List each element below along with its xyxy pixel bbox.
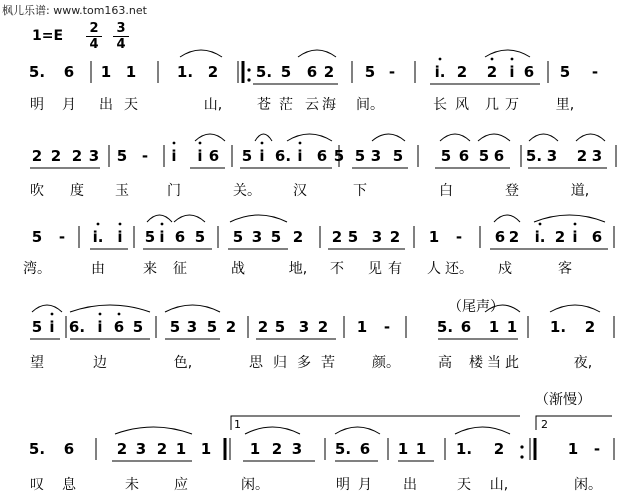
- slur: [485, 50, 530, 57]
- note: 2: [50, 147, 62, 165]
- lyric: 人: [427, 261, 441, 277]
- note: 5: [347, 228, 359, 246]
- note: 2: [116, 440, 128, 458]
- lyric: 闲。: [574, 477, 602, 493]
- note: 2: [156, 440, 168, 458]
- high-octave-dot: [161, 223, 164, 226]
- lyric: 见: [368, 261, 382, 277]
- note: 6: [306, 63, 318, 81]
- lyric: 天: [457, 477, 471, 493]
- note: 5: [333, 147, 345, 165]
- lyric: 息: [62, 477, 76, 493]
- note: 5: [132, 318, 144, 336]
- note: 3: [88, 147, 100, 165]
- lyric: 月: [62, 97, 76, 113]
- note: 5: [354, 147, 366, 165]
- note: i.: [434, 63, 446, 81]
- note: 5.: [525, 147, 543, 165]
- note: 3: [371, 228, 383, 246]
- note: 5: [280, 63, 292, 81]
- note: 6: [523, 63, 535, 81]
- note: i: [297, 147, 303, 165]
- repeat-dot: [520, 455, 523, 458]
- note: 2: [31, 147, 43, 165]
- high-octave-dot: [51, 313, 54, 316]
- note: -: [455, 228, 463, 246]
- lyric: 客: [558, 261, 572, 277]
- repeat-dot: [520, 445, 523, 448]
- note: -: [383, 318, 391, 336]
- note: -: [58, 228, 66, 246]
- note: 6: [316, 147, 328, 165]
- lyric: 边: [93, 355, 107, 371]
- high-octave-dot: [118, 313, 121, 316]
- note: 1: [100, 63, 112, 81]
- lyric: 汉: [293, 183, 307, 199]
- high-octave-dot: [261, 142, 264, 145]
- note: 2: [456, 63, 468, 81]
- lyric: 山,: [203, 97, 223, 113]
- lyric: 不: [330, 261, 344, 277]
- slur: [32, 305, 62, 312]
- lyric: 多: [297, 355, 311, 371]
- note: 5: [241, 147, 253, 165]
- note: 2: [584, 318, 596, 336]
- note: 5: [31, 318, 43, 336]
- lyric: 万: [505, 97, 519, 113]
- note: 2: [271, 440, 283, 458]
- note: 5.: [28, 63, 46, 81]
- note: 3: [546, 147, 558, 165]
- note: 6: [591, 228, 603, 246]
- lyric: 度: [70, 183, 84, 199]
- note: 6: [494, 228, 506, 246]
- note: 2: [389, 228, 401, 246]
- high-octave-dot: [173, 142, 176, 145]
- note: 1: [488, 318, 500, 336]
- note: 2: [554, 228, 566, 246]
- lyric: 出: [403, 477, 417, 493]
- note: 6: [63, 63, 75, 81]
- note: 6: [174, 228, 186, 246]
- lyric: 月: [358, 477, 372, 493]
- slur: [165, 305, 220, 312]
- lyric: 云: [305, 97, 319, 113]
- lyric: 由: [91, 261, 105, 277]
- note: 5: [274, 318, 286, 336]
- lyric: 玉: [115, 183, 129, 199]
- note: 1.: [176, 63, 194, 81]
- slur: [298, 50, 336, 57]
- volta-1: [231, 416, 520, 430]
- note: i: [159, 228, 165, 246]
- lyric: 关。: [233, 183, 261, 199]
- lyric: 思: [249, 355, 263, 371]
- note: 6: [460, 318, 472, 336]
- slur: [485, 305, 520, 312]
- note: i: [509, 63, 515, 81]
- time-bottom: 4: [89, 37, 99, 52]
- lyric: 还。: [445, 261, 473, 277]
- lyric: 道,: [570, 183, 590, 199]
- note: 3: [291, 440, 303, 458]
- lyric: 叹: [30, 477, 44, 493]
- lyric: 茫: [279, 97, 293, 113]
- high-octave-dot: [491, 58, 494, 61]
- lyric: 应: [174, 477, 188, 493]
- lyric: 风: [455, 97, 469, 113]
- note: i: [97, 318, 103, 336]
- lyric: 湾。: [23, 261, 51, 277]
- slur: [440, 134, 470, 141]
- note: 5: [364, 63, 376, 81]
- lyric: 明: [336, 477, 350, 493]
- lyric: 登: [505, 183, 519, 199]
- note: 5.: [334, 440, 352, 458]
- note: 6: [493, 147, 505, 165]
- slur: [245, 427, 300, 434]
- note: 5: [116, 147, 128, 165]
- note: 1: [415, 440, 427, 458]
- lyric: 天: [124, 97, 138, 113]
- note: 1: [356, 318, 368, 336]
- lyric: 苍: [257, 97, 271, 113]
- note: i: [259, 147, 265, 165]
- lyric: 下: [353, 183, 367, 199]
- note: 1.: [455, 440, 473, 458]
- high-octave-dot: [439, 58, 442, 61]
- note: 6: [208, 147, 220, 165]
- note: i: [49, 318, 55, 336]
- lyric: 有: [388, 261, 402, 277]
- lyric: 来: [143, 261, 157, 277]
- high-octave-dot: [574, 223, 577, 226]
- note: 2: [257, 318, 269, 336]
- note: i: [117, 228, 123, 246]
- lyric: 征: [173, 261, 187, 277]
- note: i: [171, 147, 177, 165]
- slur: [115, 427, 192, 434]
- time-top: 3: [116, 21, 126, 36]
- lyric: 楼: [469, 355, 483, 371]
- lyric: 苦: [321, 355, 335, 371]
- note: 2: [508, 228, 520, 246]
- note: 2: [323, 63, 335, 81]
- lyric: 归: [273, 355, 287, 371]
- note: 2: [317, 318, 329, 336]
- note: -: [141, 147, 149, 165]
- note: 6: [63, 440, 75, 458]
- note: 5: [478, 147, 490, 165]
- note: 6.: [274, 147, 292, 165]
- slur: [372, 134, 405, 141]
- note: 1: [175, 440, 187, 458]
- high-octave-dot: [199, 142, 202, 145]
- note: 1.: [549, 318, 567, 336]
- slur: [455, 427, 510, 434]
- time-bottom: 4: [116, 37, 126, 52]
- ritardando-label: （渐慢）: [535, 392, 591, 408]
- note: 5: [144, 228, 156, 246]
- lyric: 未: [125, 477, 139, 493]
- key-signature: 1=E: [32, 28, 64, 44]
- slur: [174, 215, 205, 222]
- lyric: 几: [485, 97, 499, 113]
- note: 1: [428, 228, 440, 246]
- lyric: 望: [30, 355, 44, 371]
- note: 5: [559, 63, 571, 81]
- volta-2: [536, 416, 612, 430]
- note: 5.: [28, 440, 46, 458]
- note: -: [593, 440, 601, 458]
- note: 3: [135, 440, 147, 458]
- high-octave-dot: [97, 223, 100, 226]
- slur: [335, 427, 380, 434]
- note: 2: [486, 63, 498, 81]
- high-octave-dot: [539, 223, 542, 226]
- slur: [534, 215, 605, 222]
- note: 5: [232, 228, 244, 246]
- note: 2: [225, 318, 237, 336]
- note: 5: [31, 228, 43, 246]
- note: 1: [567, 440, 579, 458]
- high-octave-dot: [119, 223, 122, 226]
- lyric: 出: [99, 97, 113, 113]
- lyric: 高: [438, 355, 452, 371]
- lyric: 长: [433, 97, 447, 113]
- note: i.: [534, 228, 546, 246]
- note: 1: [249, 440, 261, 458]
- slur: [255, 134, 272, 141]
- note: 2: [493, 440, 505, 458]
- slur: [529, 134, 558, 141]
- note: i.: [92, 228, 104, 246]
- lyric: 地,: [288, 261, 308, 277]
- note: 1: [200, 440, 212, 458]
- high-octave-dot: [99, 313, 102, 316]
- note: 2: [207, 63, 219, 81]
- note: 3: [298, 318, 310, 336]
- note: 2: [71, 147, 83, 165]
- slur: [230, 215, 287, 222]
- slur: [147, 215, 172, 222]
- note: 6: [113, 318, 125, 336]
- lyric: 间。: [356, 97, 384, 113]
- lyric: 门: [167, 183, 181, 199]
- ending-1-label: 1: [234, 418, 241, 431]
- lyric: 闲。: [241, 477, 269, 493]
- note: 2: [331, 228, 343, 246]
- note: 3: [186, 318, 198, 336]
- slur: [287, 134, 332, 141]
- lyric: 当: [487, 355, 501, 371]
- note: 3: [591, 147, 603, 165]
- note: 6: [359, 440, 371, 458]
- lyric: 白: [439, 183, 453, 199]
- lyric: 此: [505, 355, 519, 371]
- note: 5.: [255, 63, 273, 81]
- note: 3: [251, 228, 263, 246]
- slur: [70, 305, 150, 312]
- lyric: 明: [30, 97, 44, 113]
- note: 2: [576, 147, 588, 165]
- note: i: [572, 228, 578, 246]
- note: 5: [194, 228, 206, 246]
- lyric: 夜,: [573, 355, 593, 371]
- note: 5: [440, 147, 452, 165]
- watermark: 枫儿乐谱: www.tom163.net: [2, 4, 147, 17]
- note: 1: [506, 318, 518, 336]
- note: -: [591, 63, 599, 81]
- high-octave-dot: [511, 58, 514, 61]
- ending-2-label: 2: [541, 418, 548, 431]
- note: 6.: [68, 318, 86, 336]
- note: 1: [125, 63, 137, 81]
- lyric: 吹: [30, 183, 44, 199]
- time-top: 2: [89, 21, 99, 36]
- note: 1: [397, 440, 409, 458]
- note: 5: [206, 318, 218, 336]
- note: 6: [458, 147, 470, 165]
- slur: [494, 215, 520, 222]
- note: 2: [292, 228, 304, 246]
- slur: [576, 134, 605, 141]
- lyric: 山,: [489, 477, 509, 493]
- slur: [195, 134, 225, 141]
- note: i: [197, 147, 203, 165]
- note: 5.: [436, 318, 454, 336]
- lyric: 戍: [498, 261, 512, 277]
- note: 3: [370, 147, 382, 165]
- slur: [478, 134, 510, 141]
- lyric: 色,: [173, 355, 193, 371]
- note: -: [388, 63, 396, 81]
- note: 5: [169, 318, 181, 336]
- slur: [180, 50, 222, 57]
- lyric: 颜。: [372, 355, 400, 371]
- slur: [550, 305, 600, 312]
- repeat-dot: [247, 78, 250, 81]
- high-octave-dot: [299, 142, 302, 145]
- coda-label: （尾声）: [448, 299, 504, 315]
- repeat-dot: [247, 68, 250, 71]
- note: 5: [392, 147, 404, 165]
- lyric: 里,: [555, 97, 575, 113]
- note: 5: [270, 228, 282, 246]
- lyric: 海: [322, 97, 336, 113]
- lyric: 战: [231, 261, 245, 277]
